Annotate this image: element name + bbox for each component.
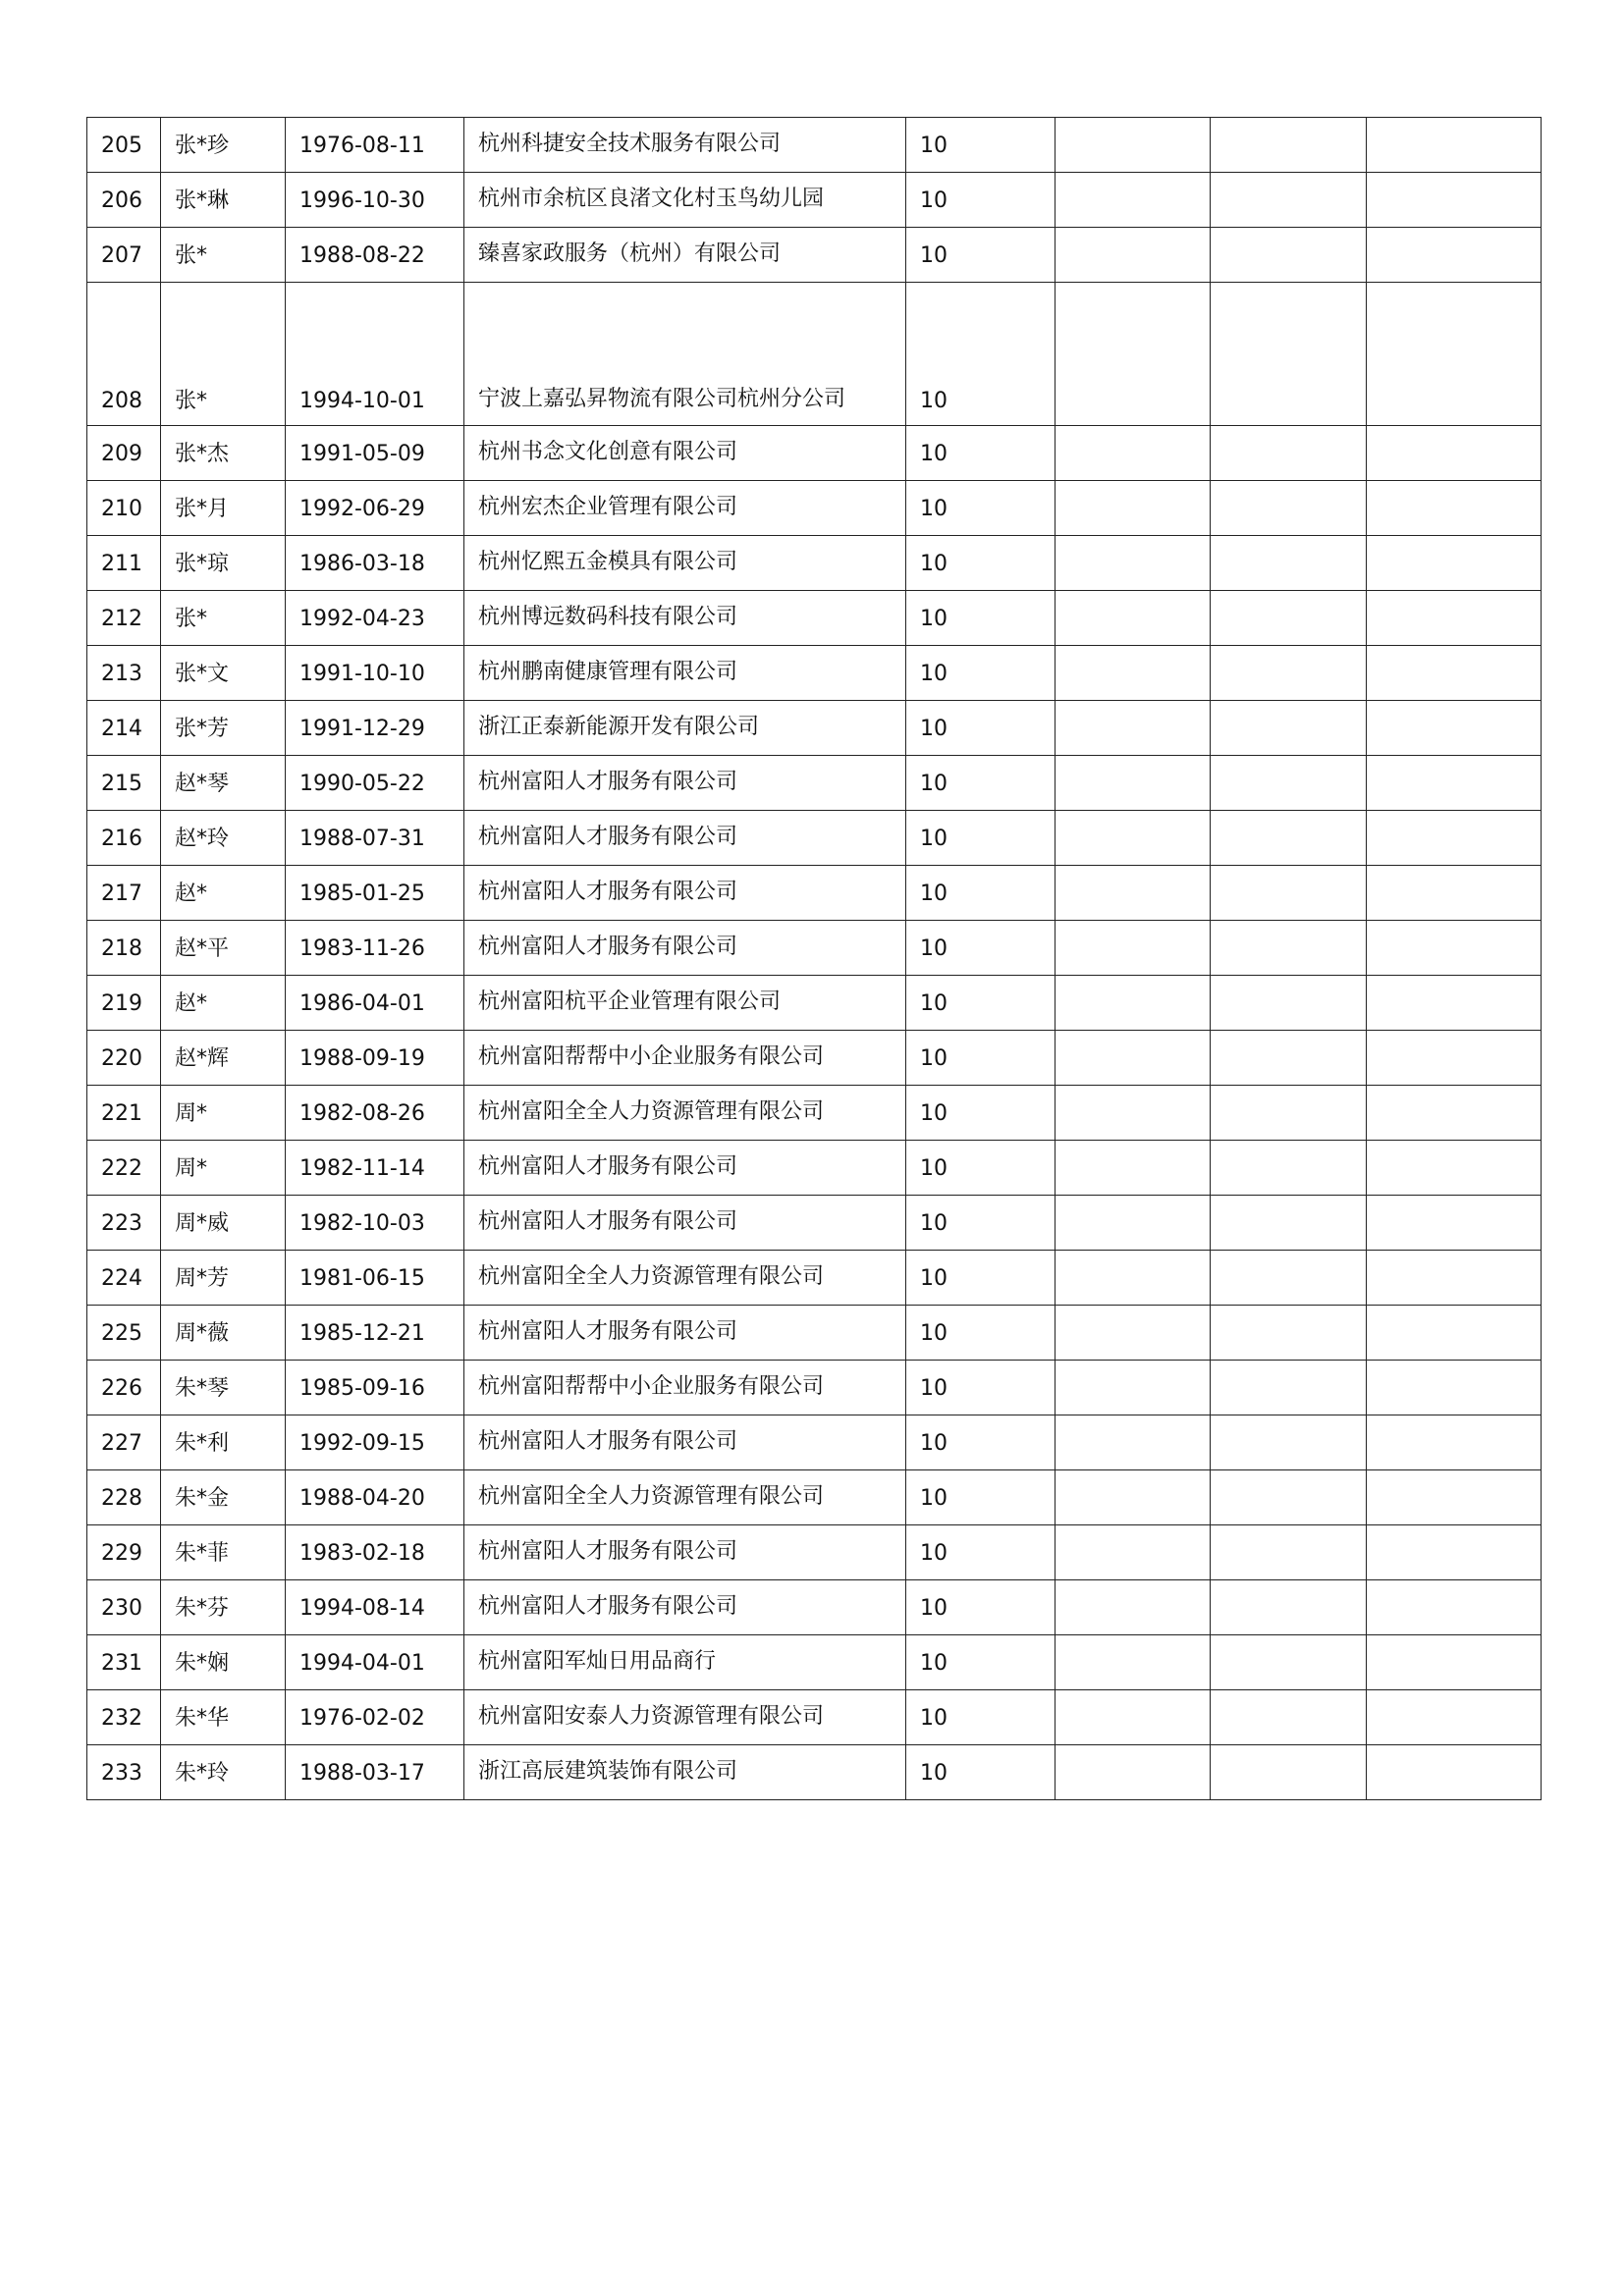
- score-cell: 10: [906, 1141, 1056, 1196]
- birth-date-cell: 1983-02-18: [286, 1525, 464, 1580]
- birth-date-cell: 1982-08-26: [286, 1086, 464, 1141]
- empty-cell: [1211, 1306, 1367, 1361]
- row-number-cell: 226: [87, 1361, 161, 1415]
- name-cell: 张*杰: [161, 426, 286, 481]
- row-number-cell: 212: [87, 591, 161, 646]
- empty-cell: [1056, 921, 1211, 976]
- empty-cell: [1211, 811, 1367, 866]
- company-cell: 杭州宏杰企业管理有限公司: [464, 481, 906, 536]
- score-cell: 10: [906, 173, 1056, 228]
- birth-date-cell: 1988-08-22: [286, 228, 464, 283]
- empty-cell: [1367, 1141, 1542, 1196]
- empty-cell: [1211, 1580, 1367, 1635]
- row-number-cell: 233: [87, 1745, 161, 1800]
- name-cell: 朱*琴: [161, 1361, 286, 1415]
- score-cell: 10: [906, 1251, 1056, 1306]
- empty-cell: [1056, 1470, 1211, 1525]
- empty-cell: [1211, 481, 1367, 536]
- empty-cell: [1367, 756, 1542, 811]
- row-number-cell: 224: [87, 1251, 161, 1306]
- table-row: [87, 1415, 1542, 1470]
- birth-date-cell: 1983-11-26: [286, 921, 464, 976]
- empty-cell: [1211, 173, 1367, 228]
- row-number-cell: 211: [87, 536, 161, 591]
- empty-cell: [1211, 701, 1367, 756]
- empty-cell: [1367, 1690, 1542, 1745]
- empty-cell: [1056, 1031, 1211, 1086]
- score-cell: 10: [906, 1525, 1056, 1580]
- table-row: [87, 1635, 1542, 1690]
- birth-date-cell: 1992-09-15: [286, 1415, 464, 1470]
- empty-cell: [1367, 173, 1542, 228]
- birth-date-cell: 1982-11-14: [286, 1141, 464, 1196]
- company-cell: 杭州鹏南健康管理有限公司: [464, 646, 906, 701]
- empty-cell: [1367, 646, 1542, 701]
- row-number-cell: 228: [87, 1470, 161, 1525]
- birth-date-cell: 1988-03-17: [286, 1745, 464, 1800]
- empty-cell: [1367, 1415, 1542, 1470]
- empty-cell: [1367, 1635, 1542, 1690]
- company-cell: 杭州富阳人才服务有限公司: [464, 756, 906, 811]
- empty-cell: [1367, 426, 1542, 481]
- table-row: [87, 118, 1542, 173]
- empty-cell: [1056, 1251, 1211, 1306]
- empty-cell: [1056, 591, 1211, 646]
- row-number-cell: 230: [87, 1580, 161, 1635]
- row-number-cell: 219: [87, 976, 161, 1031]
- birth-date-cell: 1986-04-01: [286, 976, 464, 1031]
- empty-cell: [1211, 1635, 1367, 1690]
- score-cell: 10: [906, 1361, 1056, 1415]
- birth-date-cell: 1976-08-11: [286, 118, 464, 173]
- score-cell: 10: [906, 426, 1056, 481]
- score-cell: 10: [906, 1306, 1056, 1361]
- name-cell: 周*薇: [161, 1306, 286, 1361]
- row-number-cell: 209: [87, 426, 161, 481]
- empty-cell: [1211, 1251, 1367, 1306]
- company-cell: 杭州富阳安泰人力资源管理有限公司: [464, 1690, 906, 1745]
- empty-cell: [1056, 1196, 1211, 1251]
- score-cell: 10: [906, 1196, 1056, 1251]
- empty-cell: [1367, 1306, 1542, 1361]
- company-cell: 杭州书念文化创意有限公司: [464, 426, 906, 481]
- table-row: [87, 426, 1542, 481]
- empty-cell: [1211, 1361, 1367, 1415]
- score-cell: 10: [906, 866, 1056, 921]
- score-cell: 10: [906, 1415, 1056, 1470]
- empty-cell: [1211, 866, 1367, 921]
- score-cell: 10: [906, 811, 1056, 866]
- table-row: [87, 228, 1542, 283]
- row-number-cell: 227: [87, 1415, 161, 1470]
- empty-cell: [1056, 811, 1211, 866]
- empty-cell: [1056, 1306, 1211, 1361]
- company-cell: 杭州富阳人才服务有限公司: [464, 866, 906, 921]
- birth-date-cell: 1991-10-10: [286, 646, 464, 701]
- empty-cell: [1367, 1031, 1542, 1086]
- empty-cell: [1367, 1251, 1542, 1306]
- company-cell: 杭州博远数码科技有限公司: [464, 591, 906, 646]
- empty-cell: [1367, 866, 1542, 921]
- empty-cell: [1211, 228, 1367, 283]
- company-cell: 浙江高辰建筑装饰有限公司: [464, 1745, 906, 1800]
- empty-cell: [1056, 1580, 1211, 1635]
- company-cell: 杭州富阳人才服务有限公司: [464, 1525, 906, 1580]
- empty-cell: [1367, 1470, 1542, 1525]
- row-number-cell: 216: [87, 811, 161, 866]
- table-row: [87, 1306, 1542, 1361]
- birth-date-cell: 1976-02-02: [286, 1690, 464, 1745]
- name-cell: 周*: [161, 1086, 286, 1141]
- empty-cell: [1367, 1580, 1542, 1635]
- row-number-cell: 225: [87, 1306, 161, 1361]
- score-cell: 10: [906, 756, 1056, 811]
- empty-cell: [1056, 1141, 1211, 1196]
- empty-cell: [1056, 173, 1211, 228]
- name-cell: 张*芳: [161, 701, 286, 756]
- row-number-cell: 223: [87, 1196, 161, 1251]
- name-cell: 张*: [161, 283, 286, 426]
- row-number-cell: 218: [87, 921, 161, 976]
- score-cell: 10: [906, 118, 1056, 173]
- empty-cell: [1056, 1690, 1211, 1745]
- empty-cell: [1367, 921, 1542, 976]
- row-number-cell: 205: [87, 118, 161, 173]
- score-cell: 10: [906, 481, 1056, 536]
- company-cell: 臻喜家政服务（杭州）有限公司: [464, 228, 906, 283]
- birth-date-cell: 1981-06-15: [286, 1251, 464, 1306]
- empty-cell: [1367, 1525, 1542, 1580]
- company-cell: 杭州富阳帮帮中小企业服务有限公司: [464, 1031, 906, 1086]
- empty-cell: [1056, 1745, 1211, 1800]
- empty-cell: [1211, 1745, 1367, 1800]
- table-row: [87, 173, 1542, 228]
- score-cell: 10: [906, 1031, 1056, 1086]
- name-cell: 赵*玲: [161, 811, 286, 866]
- name-cell: 张*珍: [161, 118, 286, 173]
- table-row: [87, 1196, 1542, 1251]
- score-cell: 10: [906, 536, 1056, 591]
- empty-cell: [1056, 118, 1211, 173]
- table-row: [87, 921, 1542, 976]
- empty-cell: [1211, 536, 1367, 591]
- score-cell: 10: [906, 1635, 1056, 1690]
- name-cell: 张*: [161, 228, 286, 283]
- row-number-cell: 221: [87, 1086, 161, 1141]
- table-row: [87, 866, 1542, 921]
- empty-cell: [1056, 426, 1211, 481]
- company-cell: 浙江正泰新能源开发有限公司: [464, 701, 906, 756]
- empty-cell: [1056, 481, 1211, 536]
- table-row: [87, 976, 1542, 1031]
- row-number-cell: 232: [87, 1690, 161, 1745]
- table-row: [87, 756, 1542, 811]
- row-number-cell: 215: [87, 756, 161, 811]
- score-cell: 10: [906, 646, 1056, 701]
- table-row: [87, 591, 1542, 646]
- birth-date-cell: 1988-09-19: [286, 1031, 464, 1086]
- name-cell: 周*芳: [161, 1251, 286, 1306]
- table-row: [87, 481, 1542, 536]
- empty-cell: [1211, 921, 1367, 976]
- name-cell: 朱*芬: [161, 1580, 286, 1635]
- table-row: [87, 283, 1542, 426]
- empty-cell: [1367, 976, 1542, 1031]
- birth-date-cell: 1988-07-31: [286, 811, 464, 866]
- name-cell: 周*威: [161, 1196, 286, 1251]
- empty-cell: [1367, 481, 1542, 536]
- roster-table: [86, 117, 1542, 1800]
- birth-date-cell: 1992-06-29: [286, 481, 464, 536]
- row-number-cell: 210: [87, 481, 161, 536]
- name-cell: 赵*平: [161, 921, 286, 976]
- birth-date-cell: 1990-05-22: [286, 756, 464, 811]
- table-row: [87, 1361, 1542, 1415]
- empty-cell: [1211, 1415, 1367, 1470]
- company-cell: 杭州富阳军灿日用品商行: [464, 1635, 906, 1690]
- company-cell: 杭州富阳全全人力资源管理有限公司: [464, 1086, 906, 1141]
- empty-cell: [1056, 866, 1211, 921]
- name-cell: 赵*琴: [161, 756, 286, 811]
- empty-cell: [1211, 1086, 1367, 1141]
- score-cell: 10: [906, 1086, 1056, 1141]
- table-body: [87, 118, 1542, 1800]
- company-cell: 杭州富阳人才服务有限公司: [464, 921, 906, 976]
- birth-date-cell: 1996-10-30: [286, 173, 464, 228]
- birth-date-cell: 1985-09-16: [286, 1361, 464, 1415]
- empty-cell: [1211, 1525, 1367, 1580]
- company-cell: 杭州富阳人才服务有限公司: [464, 1141, 906, 1196]
- empty-cell: [1056, 1525, 1211, 1580]
- score-cell: 10: [906, 976, 1056, 1031]
- empty-cell: [1056, 1361, 1211, 1415]
- company-cell: 杭州富阳全全人力资源管理有限公司: [464, 1470, 906, 1525]
- name-cell: 朱*菲: [161, 1525, 286, 1580]
- empty-cell: [1367, 591, 1542, 646]
- company-cell: 杭州市余杭区良渚文化村玉鸟幼儿园: [464, 173, 906, 228]
- birth-date-cell: 1994-08-14: [286, 1580, 464, 1635]
- birth-date-cell: 1994-10-01: [286, 283, 464, 426]
- empty-cell: [1367, 1086, 1542, 1141]
- birth-date-cell: 1985-01-25: [286, 866, 464, 921]
- table-row: [87, 1745, 1542, 1800]
- row-number-cell: 220: [87, 1031, 161, 1086]
- row-number-cell: 206: [87, 173, 161, 228]
- empty-cell: [1211, 283, 1367, 426]
- empty-cell: [1367, 811, 1542, 866]
- name-cell: 朱*娴: [161, 1635, 286, 1690]
- birth-date-cell: 1994-04-01: [286, 1635, 464, 1690]
- company-cell: 杭州忆熙五金模具有限公司: [464, 536, 906, 591]
- empty-cell: [1056, 1415, 1211, 1470]
- name-cell: 赵*: [161, 866, 286, 921]
- empty-cell: [1211, 1141, 1367, 1196]
- empty-cell: [1367, 283, 1542, 426]
- birth-date-cell: 1985-12-21: [286, 1306, 464, 1361]
- empty-cell: [1211, 756, 1367, 811]
- name-cell: 周*: [161, 1141, 286, 1196]
- score-cell: 10: [906, 921, 1056, 976]
- score-cell: 10: [906, 701, 1056, 756]
- table-row: [87, 811, 1542, 866]
- company-cell: 杭州富阳人才服务有限公司: [464, 1415, 906, 1470]
- score-cell: 10: [906, 1580, 1056, 1635]
- empty-cell: [1367, 1361, 1542, 1415]
- name-cell: 赵*辉: [161, 1031, 286, 1086]
- company-cell: 杭州富阳人才服务有限公司: [464, 1580, 906, 1635]
- name-cell: 张*: [161, 591, 286, 646]
- empty-cell: [1211, 1031, 1367, 1086]
- empty-cell: [1211, 646, 1367, 701]
- company-cell: 杭州科捷安全技术服务有限公司: [464, 118, 906, 173]
- name-cell: 张*琼: [161, 536, 286, 591]
- table-row: [87, 701, 1542, 756]
- empty-cell: [1056, 1635, 1211, 1690]
- company-cell: 杭州富阳人才服务有限公司: [464, 811, 906, 866]
- name-cell: 赵*: [161, 976, 286, 1031]
- company-cell: 杭州富阳帮帮中小企业服务有限公司: [464, 1361, 906, 1415]
- row-number-cell: 213: [87, 646, 161, 701]
- row-number-cell: 208: [87, 283, 161, 426]
- table-row: [87, 1251, 1542, 1306]
- empty-cell: [1211, 426, 1367, 481]
- birth-date-cell: 1992-04-23: [286, 591, 464, 646]
- empty-cell: [1211, 1690, 1367, 1745]
- row-number-cell: 222: [87, 1141, 161, 1196]
- company-cell: 杭州富阳全全人力资源管理有限公司: [464, 1251, 906, 1306]
- score-cell: 10: [906, 1690, 1056, 1745]
- table-row: [87, 646, 1542, 701]
- name-cell: 张*月: [161, 481, 286, 536]
- empty-cell: [1056, 283, 1211, 426]
- empty-cell: [1056, 228, 1211, 283]
- empty-cell: [1211, 976, 1367, 1031]
- row-number-cell: 231: [87, 1635, 161, 1690]
- empty-cell: [1211, 1196, 1367, 1251]
- table-row: [87, 1580, 1542, 1635]
- name-cell: 朱*玲: [161, 1745, 286, 1800]
- empty-cell: [1056, 756, 1211, 811]
- empty-cell: [1367, 536, 1542, 591]
- empty-cell: [1056, 646, 1211, 701]
- company-cell: 杭州富阳杭平企业管理有限公司: [464, 976, 906, 1031]
- empty-cell: [1367, 1196, 1542, 1251]
- table-row: [87, 536, 1542, 591]
- row-number-cell: 217: [87, 866, 161, 921]
- company-cell: 杭州富阳人才服务有限公司: [464, 1306, 906, 1361]
- score-cell: 10: [906, 283, 1056, 426]
- table-row: [87, 1141, 1542, 1196]
- table-row: [87, 1525, 1542, 1580]
- table-row: [87, 1086, 1542, 1141]
- empty-cell: [1367, 228, 1542, 283]
- score-cell: 10: [906, 1470, 1056, 1525]
- score-cell: 10: [906, 228, 1056, 283]
- empty-cell: [1211, 118, 1367, 173]
- birth-date-cell: 1991-05-09: [286, 426, 464, 481]
- empty-cell: [1367, 118, 1542, 173]
- row-number-cell: 207: [87, 228, 161, 283]
- empty-cell: [1211, 591, 1367, 646]
- birth-date-cell: 1988-04-20: [286, 1470, 464, 1525]
- company-cell: 宁波上嘉弘昇物流有限公司杭州分公司: [464, 283, 906, 426]
- empty-cell: [1367, 1745, 1542, 1800]
- empty-cell: [1056, 536, 1211, 591]
- empty-cell: [1211, 1470, 1367, 1525]
- row-number-cell: 229: [87, 1525, 161, 1580]
- row-number-cell: 214: [87, 701, 161, 756]
- birth-date-cell: 1982-10-03: [286, 1196, 464, 1251]
- name-cell: 张*文: [161, 646, 286, 701]
- name-cell: 朱*利: [161, 1415, 286, 1470]
- empty-cell: [1056, 976, 1211, 1031]
- birth-date-cell: 1986-03-18: [286, 536, 464, 591]
- name-cell: 朱*金: [161, 1470, 286, 1525]
- birth-date-cell: 1991-12-29: [286, 701, 464, 756]
- company-cell: 杭州富阳人才服务有限公司: [464, 1196, 906, 1251]
- name-cell: 张*琳: [161, 173, 286, 228]
- table-row: [87, 1031, 1542, 1086]
- empty-cell: [1367, 701, 1542, 756]
- empty-cell: [1056, 701, 1211, 756]
- score-cell: 10: [906, 1745, 1056, 1800]
- score-cell: 10: [906, 591, 1056, 646]
- table-row: [87, 1690, 1542, 1745]
- table-row: [87, 1470, 1542, 1525]
- empty-cell: [1056, 1086, 1211, 1141]
- name-cell: 朱*华: [161, 1690, 286, 1745]
